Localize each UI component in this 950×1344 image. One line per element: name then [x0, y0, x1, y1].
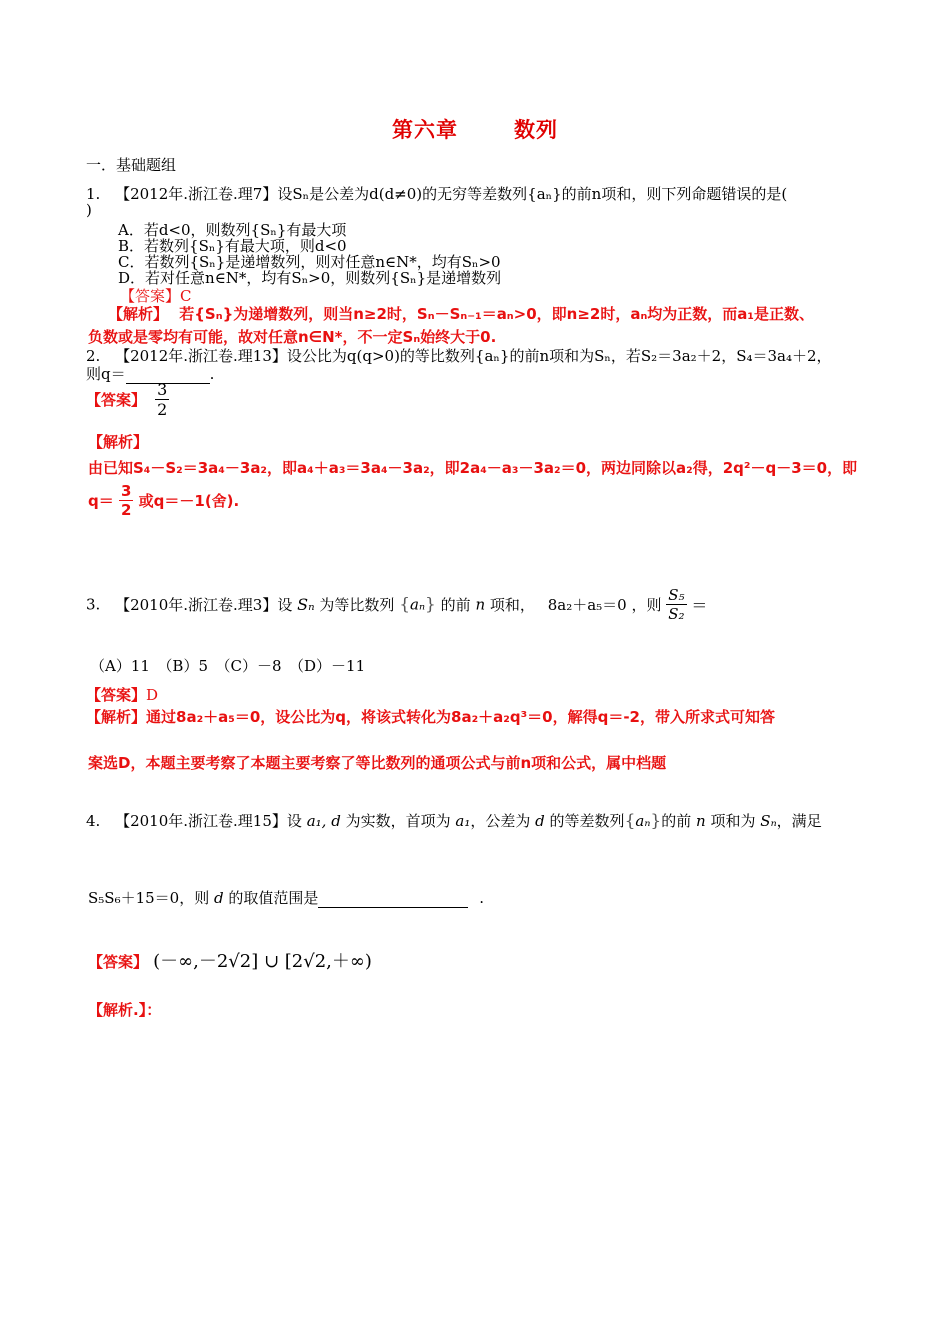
q4-answer — [88, 947, 372, 973]
q3-stem — [86, 586, 707, 632]
q1-analysis-line2: 负数或是零均有可能，故对任意n∈N*，不一定Sₙ始终大于0. — [88, 328, 497, 346]
q1-analysis-label: 【解析】 — [108, 305, 169, 323]
q4-line2-a: ，则 — [179, 889, 210, 907]
q1-answer-label: 【答案】 — [120, 287, 181, 305]
q1-option-b: B．若数列{Sₙ}有最大项，则d<0 — [118, 237, 347, 255]
q4-line2-end: . — [479, 889, 484, 907]
q2-analysis-numerator: 3 — [120, 482, 132, 500]
q3-answer-value: D — [146, 686, 159, 704]
q3-analysis-line2: 案选D，本题主要考察了本题主要考察了等比数列的通项公式与前n项和公式，属中档题 — [88, 754, 667, 772]
q4-brace-close: } — [650, 811, 662, 831]
q4-stem-ad: a₁, d — [306, 812, 341, 830]
q3-brace-open: { — [399, 594, 411, 615]
q2-answer-fraction — [155, 380, 169, 419]
q1-number: 1. — [86, 185, 101, 203]
q2-source: 【2012年.浙江卷.理13】 — [115, 347, 287, 365]
q4-brace-open: { — [624, 811, 636, 831]
q3-stem-sn: Sₙ — [297, 595, 315, 614]
q3-stem-an: aₙ — [410, 595, 426, 614]
section-heading: 一．基础题组 — [86, 156, 177, 174]
q4-stem-n: n — [696, 812, 706, 830]
q2-analysis-tail: 或q＝－1(舍). — [138, 492, 240, 510]
q3-stem-d: 项和， — [489, 596, 535, 614]
q2-number: 2. — [86, 347, 101, 365]
q1-option-c: C．若数列{Sₙ}是递增数列，则对任意n∈N*，均有Sₙ>0 — [118, 253, 501, 271]
q4-stem-h: ，满足 — [776, 812, 822, 830]
q2-stem-line2-text: 则q＝ — [86, 365, 126, 383]
q4-line2-d: d — [214, 889, 224, 907]
q3-answer-label: 【答案】 — [86, 686, 147, 704]
q3-analysis-text1: 通过8a₂＋a₅＝0，设公比为q，将该式转化为8a₂＋a₂q³＝0，解得q＝-2，带入所求式可知答 — [146, 708, 775, 726]
q2-analysis-fraction — [119, 482, 133, 519]
q4-stem-f: 的前 — [661, 812, 692, 830]
q2-answer — [86, 380, 169, 424]
q2-stem-text: 设公比为q(q>0)的等比数列{aₙ}的前n项和为Sₙ，若S₂＝3a₂＋2，S₄＝3a₄＋2， — [286, 347, 832, 365]
q3-analysis-line1 — [86, 706, 775, 727]
q3-number: 3. — [86, 595, 101, 614]
q1-stem-end: ) — [86, 201, 92, 219]
q4-stem-sn: Sₙ — [760, 812, 777, 830]
q3-fraction-denominator: S₂ — [668, 605, 685, 623]
q3-analysis-label: 【解析】 — [86, 708, 147, 726]
q4-number: 4. — [86, 812, 101, 830]
q4-stem-c: ，公差为 — [470, 812, 531, 830]
q4-blank — [318, 889, 468, 908]
q2-answer-denominator: 2 — [157, 400, 168, 419]
q3-fraction-numerator: S₅ — [668, 586, 685, 604]
q4-analysis-label: 【解析.】： — [88, 1001, 162, 1019]
q2-analysis-line2 — [88, 482, 239, 526]
q4-answer-value: (－∞,－2√2] ∪ [2√2,＋∞) — [153, 951, 372, 972]
q2-analysis-denominator: 2 — [120, 501, 132, 519]
q3-options: （A）11 （B）5 （C）－8 （D）－11 — [90, 657, 366, 675]
chapter-title — [0, 114, 950, 144]
q1-analysis-text1: 若{Sₙ}为递增数列，则当n≥2时，Sₙ－Sₙ₋₁＝aₙ>0，即n≥2时，aₙ均为正数，而a₁是正数、 — [179, 305, 814, 323]
q4-stem — [86, 810, 822, 831]
q3-stem-c: 的前 — [440, 596, 471, 614]
q4-answer-label: 【答案】 — [88, 953, 149, 971]
q1-source: 【2012年.浙江卷.理7】 — [115, 185, 278, 203]
chapter-number: 第六章 — [392, 118, 458, 142]
q3-stem-e: ，则 — [631, 596, 662, 614]
q2-analysis-line1: 由已知S₄－S₂＝3a₄－3a₂，即a₄＋a₃＝3a₄－3a₂，即2a₄－a₃－3a₂＝0，两边同除以a₂得，2q²－q－3＝0，即 — [88, 459, 858, 477]
chapter-name: 数列 — [514, 118, 558, 142]
q1-option-a: A．若d<0，则数列{Sₙ}有最大项 — [118, 221, 347, 239]
q4-source: 【2010年.浙江卷.理15】 — [115, 812, 287, 830]
q4-stem-g: 项和为 — [710, 812, 756, 830]
q2-stem-end: . — [209, 365, 215, 383]
q4-stem-a1: a₁ — [455, 812, 471, 830]
q1-stem — [86, 183, 787, 204]
q2-answer-numerator: 3 — [157, 380, 168, 399]
q3-stem-eq: 8a₂＋a₅＝0 — [547, 596, 627, 614]
q4-stem-a: 设 — [286, 812, 302, 830]
q4-stem-e: 的等差数列 — [549, 812, 625, 830]
q1-analysis-line1 — [108, 303, 814, 324]
q2-analysis-label: 【解析】 — [88, 433, 149, 451]
q3-brace-close: } — [425, 594, 436, 615]
q3-stem-f: ＝ — [691, 596, 708, 615]
q4-line2-b: 的取值范围是 — [228, 889, 319, 907]
q4-stem-an: aₙ — [635, 812, 651, 830]
q3-source: 【2010年.浙江卷.理3】 — [115, 596, 278, 614]
q1-answer-value: C — [180, 287, 192, 305]
q4-stem-d: d — [535, 812, 545, 830]
q3-fraction — [666, 586, 686, 623]
q3-answer — [86, 684, 158, 705]
q4-stem-line2 — [88, 887, 484, 908]
q3-stem-n: n — [475, 595, 486, 614]
q4-stem-b: 为实数，首项为 — [345, 812, 451, 830]
q2-answer-label: 【答案】 — [86, 391, 147, 409]
q3-stem-a: 设 — [277, 596, 293, 614]
q1-stem-text: 设Sₙ是公差为d(d≠0)的无穷等差数列{aₙ}的前n项和，则下列命题错误的是( — [277, 185, 788, 203]
q4-line2-eq: S₅S₆＋15＝0 — [88, 889, 180, 907]
q2-analysis-q: q＝ — [88, 492, 114, 510]
q3-stem-b: 为等比数列 — [319, 596, 395, 614]
q1-option-d: D．若对任意n∈N*，均有Sₙ>0，则数列{Sₙ}是递增数列 — [118, 269, 502, 287]
